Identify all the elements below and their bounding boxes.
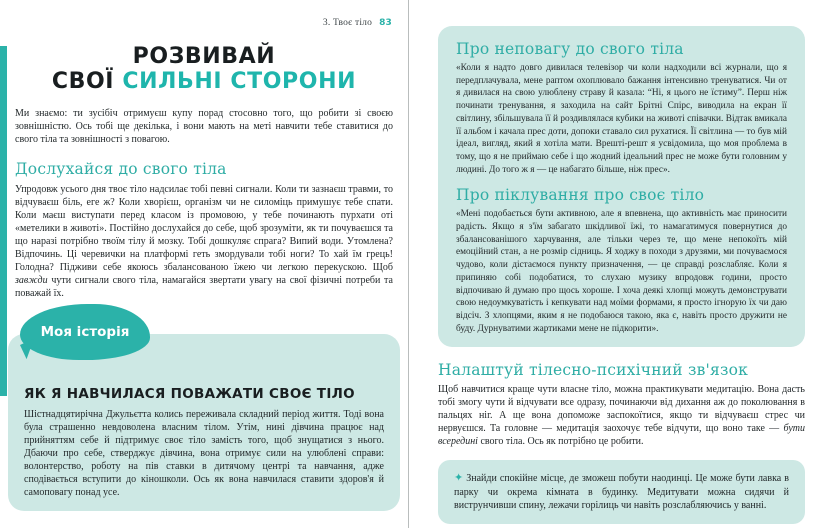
story-box xyxy=(8,323,400,511)
intro-paragraph xyxy=(15,107,393,147)
tip-text: Знайди спокійне місце, де зможеш побути наодинці. Це може бути лавка в парку чи окрема кімната в будинку. Медитувати можна сидячи й виструнчивши спину, лежачи горілиць чи навіть розслабляючись у ванні. xyxy=(454,473,789,512)
chapter-edge-strip xyxy=(0,46,7,396)
quotes-box xyxy=(438,26,805,347)
intro-text: Ми знаємо: ти зусібіч отримуєш купу порад стосовно того, що робити зі своєю зовнішністю. Ось тобі ще декілька, і вони мають на меті навчити тебе ставитися до свого тіла та зовнішності з повагою. xyxy=(15,108,393,146)
story-paragraph xyxy=(24,408,384,499)
disrespect-quote-paragraph xyxy=(456,62,787,176)
sparkle-icon: ✦ xyxy=(454,471,464,485)
mind-body-text-pre: Щоб навчитися краще чути власне тіло, можна практикувати медитацію. Вона дасть тобі змогу чути й відчувати все одразу, починаючи від дихання аж до поколювання в пальцях ніг. А ще вона допоможе заспокоїтися, якщо ти відчуваєш стрес чи нервуєшся. Та головне — медитація заохочує тебе відчути, що воно таке — xyxy=(438,384,805,435)
section-heading-care: Про піклування про своє тіло xyxy=(456,186,705,205)
care-quote-paragraph xyxy=(456,208,787,335)
section-heading-disrespect: Про неповагу до свого тіла xyxy=(456,40,684,58)
tip-box xyxy=(438,460,805,523)
mind-body-paragraph xyxy=(438,383,805,448)
left-page-content xyxy=(0,44,408,511)
running-header xyxy=(323,18,392,28)
right-page-content xyxy=(409,26,816,524)
story-text: Шістнадцятирічна Джульєтта колись переживала складний період життя. Тоді вона була страшенно невдоволена власним тілом. Утім, нині дівчина працює над прийняттям себе й підтримує своє тіло замість того, щоб знущатися з нього. Дбаючи про себе, стверджує дівчина, вона отримує сили на улюблені справи: волонтерство, роботу на пів ставки в дитячому центрі та навчання, адже сподівається вступити до кіношколи. Ось як вона навчилася ставити здоров'я й самоповагу понад усе. xyxy=(24,408,384,498)
speech-bubble-label: Моя історія xyxy=(40,323,130,340)
title-line-1: РОЗВИВАЙ xyxy=(132,44,276,69)
listen-text-italic: завжди xyxy=(15,274,48,286)
speech-bubble xyxy=(20,304,150,360)
right-page xyxy=(409,0,816,528)
listen-paragraph xyxy=(15,183,393,300)
mind-body-section xyxy=(438,361,805,448)
mind-body-text-post: свого тіла. Ось як потрібно це робити. xyxy=(477,436,644,448)
section-heading-listen: Дослухайся до свого тіла xyxy=(15,159,227,178)
page-title xyxy=(15,44,393,94)
page-number: 83 xyxy=(379,18,392,28)
mind-body-text-italic: бути всередині xyxy=(438,423,805,448)
title-line-2-black: СВОЇ xyxy=(51,69,123,94)
chapter-label: 3. Твоє тіло xyxy=(322,18,373,28)
story-heading: ЯК Я НАВЧИЛАСЯ ПОВАЖАТИ СВОЄ ТІЛО xyxy=(24,385,355,402)
section-heading-mind-body: Налаштуй тілесно-психічний зв'язок xyxy=(438,361,749,380)
disrespect-quote-text: «Коли я надто довго дивилася телевізор чи коли надходили всі журнали, що я передплачувала, мене раптом охоплювало бажання інтенсивно тренуватися. Чи от я дивилася на свою улюблену страву й казала: “Ні, я цього не їстиму”. Перш ніж починати тренування, я заходила на сайт Брітні Спірс, виводила на екран її світлину, збільшувала її й роздивлялася кубики на животі співачки. Відтак вмикала її альбом і качала прес доти, допоки ставало сил рухатися. Її світлина — то був мій ідеал, вигляд, який я хотіла мати. Врешті-решт я усвідомила, що моя проблема в тому, що я не приймаю себе і що жодний ідеальний прес не може бути головним у людині. До того ж я — це набагато більше, ніж прес». xyxy=(456,63,787,175)
listen-text-post: чути сигнали свого тіла, намагайся звертати увагу на свої фізичні потреби та поважай їх. xyxy=(15,274,393,299)
title-line-2-teal: СИЛЬНІ СТОРОНИ xyxy=(122,69,357,94)
tip-paragraph xyxy=(454,471,789,512)
care-quote-text: «Мені подобається бути активною, але я впевнена, що активність має приносити радість. Якщо я з'їм забагато шкідливої їжі, то намагатимуся повернутися до збалансованішого харчування, але тільки через те, що мене непокоїть мій емоційний стан, а не розмір сідниць. Я ходжу в походи з друзями, ми почуваємося чудово, коли дістаємося пункту призначення, — це справді розслабляє. Коли я припиняю собі подобатися, то слухаю музику впродовж години, просто відпочиваю й думаю про щось хороше. І хоча деякі хлопці можуть демонструвати свою недоумкуватість і кепкувати над моїми формами, я просто ігнорую їх чи даю відсіч. З хлопцями, яким я не подобаюся такою, яка є, навіть просто дружити не буду. Дурнуватими жартиками мене не підкорити». xyxy=(456,209,787,334)
listen-text-pre: Упродовж усього дня твоє тіло надсилає тобі певні сигнали. Коли ти зазнаєш травми, то відчуваєш біль, еге ж? Коли хворієш, організм чи не силоміць примушує тебе спати. Коли маєш виступати перед класом із промовою, у тебе починають пурхати оті «метелики в животі». Постійно дослухайся до себе, щоб зрозуміти, як ти почуваєшся та що наразі потрібно твоїм тілу й мозку. Тобі дошкуляє спрага? Випий води. Утомлена? Відпочинь. Ці черевички на платформі геть змордували тобі ноги? То хай їм грець! Голодна? Підживи себе якоюсь збалансованою їжею чи легкою перекускою. Щоб xyxy=(15,183,393,273)
